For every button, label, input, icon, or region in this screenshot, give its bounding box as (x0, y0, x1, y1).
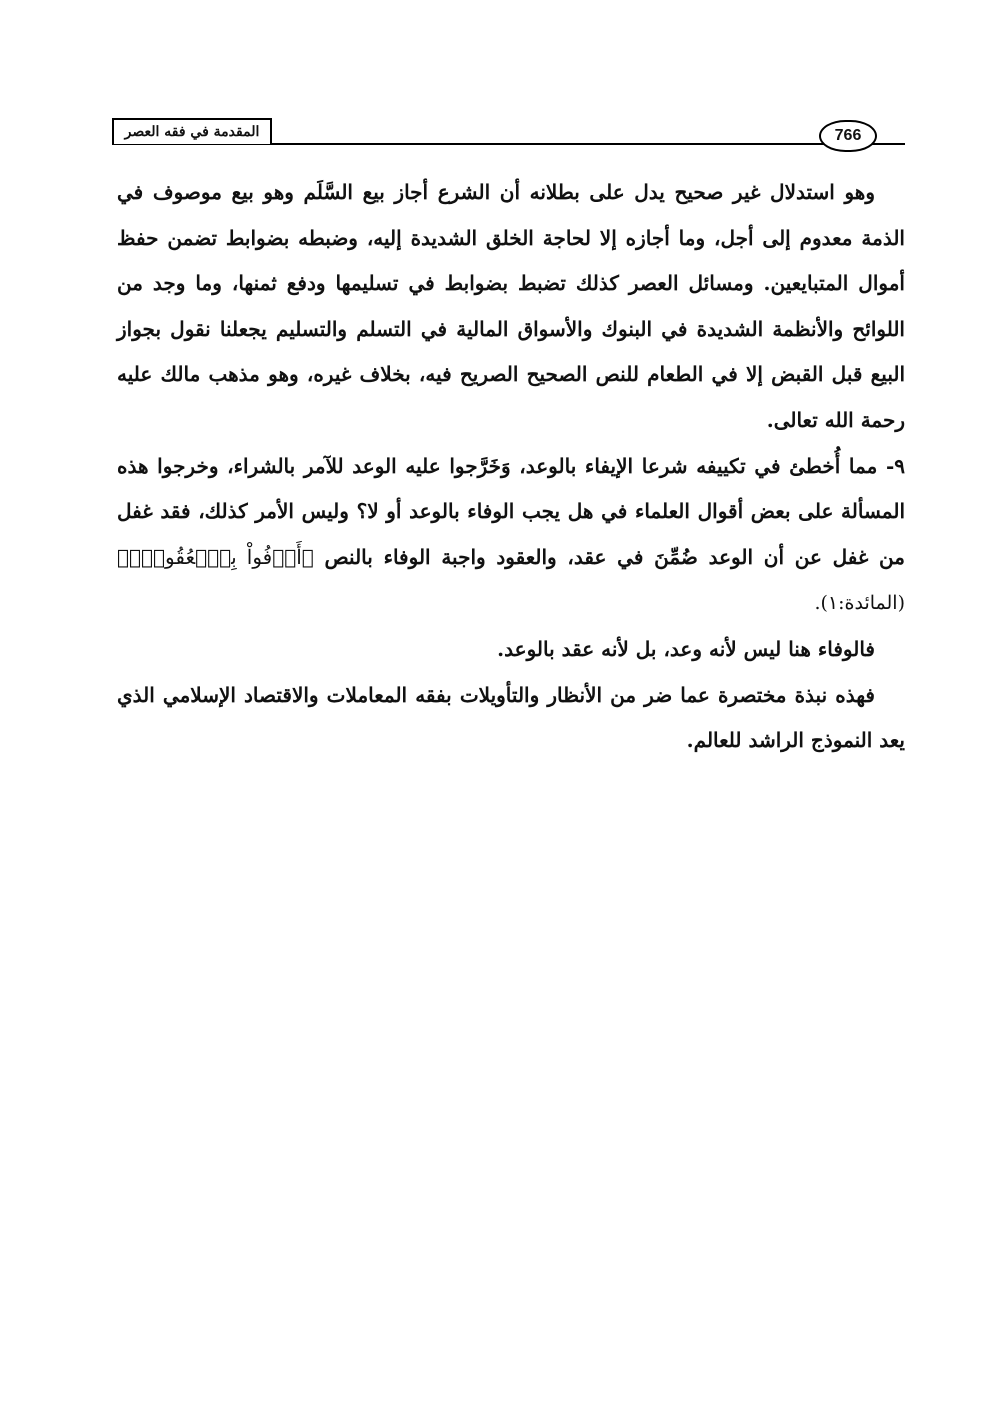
paragraph-wafa-conclusion: فالوفاء هنا ليس لأنه وعد، بل لأنه عقد بالوعد. (497, 636, 875, 661)
book-title: المقدمة في فقه العصر (112, 118, 272, 144)
paragraph-bay-salam: وهو استدلال غير صحيح يدل على بطلانه أن الشرع أجاز بيع السَّلَم وهو بيع موصوف في الذمة معدوم إلى أجل، وما أجازه إلا لحاجة الخلق الشديدة إليه، وضبطه بضوابط تضمن حفظ أموال المتبايعين. ومسائل العصر كذلك تضبط بضوابط في تسليمها ودفع ثمنها، وما وجد من اللوائح والأنظمة الشديدة في البنوك والأسواق المالية في التسلم والتسليم يجعلنا نقول بجواز البيع قبل القبض إلا في الطعام للنص الصحيح الصريح فيه، بخلاف غيره، وهو مذهب مالك عليه رحمة الله تعالى. (117, 180, 905, 432)
page-number: 766 (819, 120, 877, 152)
surah-reference: (المائدة:١). (814, 592, 905, 615)
point-9-text: ٩- مما أُخطئ في تكييفه شرعا الإيفاء بالوعد، وَخَرَّجوا عليه الوعد للآمر بالشراء، وخرجوا هذه المسألة على بعض أقوال العلماء في هل يجب الوفاء بالوعد أو لا؟ وليس الأمر كذلك، فقد غفل من غفل عن أن الوعد ضُمِّنَ في عقد، والعقود واجبة الوفاء بالنص (117, 453, 905, 569)
page-body (117, 170, 905, 764)
page-header (112, 118, 905, 152)
paragraph-summary: فهذه نبذة مختصرة عما ضر من الأنظار والتأويلات بفقه المعاملات والاقتصاد الإسلامي الذي يعد النموذج الراشد للعالم. (117, 682, 905, 753)
quran-verse: ﴿أَوۡفُواْ بِٱلۡعُقُودِۚ﴾ (117, 544, 314, 569)
paragraph-point-9 (117, 444, 905, 627)
